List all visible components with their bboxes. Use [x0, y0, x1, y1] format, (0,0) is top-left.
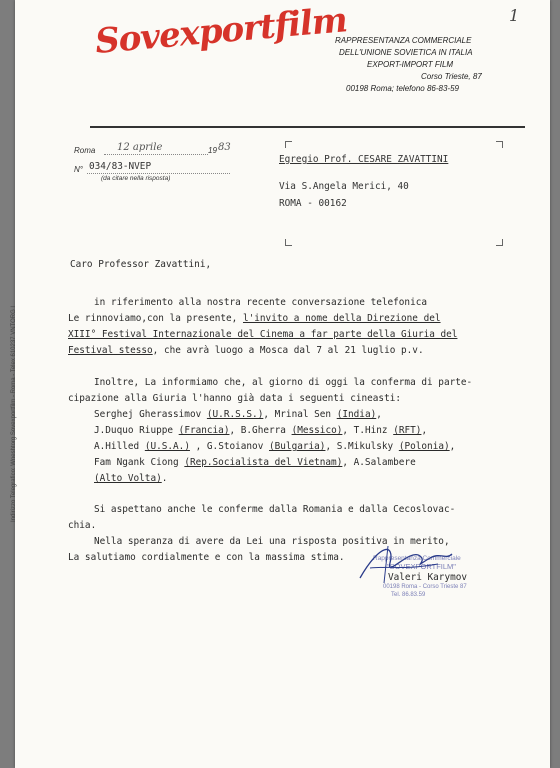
reference-number: 034/83-NVEP — [89, 161, 152, 172]
text-span: J.Duquo Riuppe — [94, 425, 179, 436]
company-line: EXPORT-IMPORT FILM — [367, 60, 454, 69]
text-span: , G.Stoianov — [189, 441, 269, 452]
text-span: A.Hilled — [94, 441, 145, 452]
company-address-block — [335, 35, 535, 95]
text-span: Serghej Gherassimov — [94, 409, 207, 420]
text-span: , — [421, 425, 428, 436]
underlined-text: (Rep.Socialista del Vietnam) — [184, 457, 343, 468]
telegraph-address-side-text: Indirizzo Telegrafico: Wneshtorg Sovexportfilm - Roma - Telex 610237 VNTORG I — [11, 305, 17, 522]
text-span: . — [161, 473, 168, 484]
reference-label: N° — [74, 165, 83, 174]
text-span: , S.Mikulsky — [325, 441, 399, 452]
company-line: 00198 Roma; telefono 86-83-59 — [346, 84, 459, 93]
underlined-text: (Messico) — [291, 425, 343, 436]
header-divider — [90, 126, 525, 128]
reference-note: (da citare nella risposta) — [101, 175, 171, 182]
salutation: Caro Professor Zavattini, — [70, 259, 212, 270]
text-span: Le rinnoviamo,con la presente, — [68, 313, 243, 324]
paragraph-1-line-4 — [68, 343, 424, 359]
underlined-text: (Francia) — [178, 425, 230, 436]
text-span: , B.Gherra — [229, 425, 292, 436]
jury-line-3 — [94, 439, 455, 455]
stamp-line: 00198 Roma - Corso Trieste 87 — [383, 584, 467, 590]
underlined-text: (RFT) — [393, 425, 422, 436]
company-line: DELL'UNIONE SOVIETICA IN ITALIA — [339, 48, 473, 57]
window-corner — [285, 141, 292, 148]
underlined-text: l'invito a nome della Direzione del — [242, 313, 441, 324]
window-corner — [285, 239, 292, 246]
paragraph-1-line-1: in riferimento alla nostra recente conversazione telefonica — [94, 297, 428, 308]
underlined-text: (U.R.S.S.) — [206, 409, 264, 420]
paragraph-2-line-2: cipazione alla Giuria l'hanno già data i seguenti cineasti: — [68, 393, 402, 404]
underlined-text: (Polonia) — [398, 441, 450, 452]
text-span: , — [376, 409, 382, 420]
text-span: , T.Hinz — [342, 425, 394, 436]
recipient-street: Via S.Angela Merici, 40 — [279, 181, 409, 192]
underlined-text: (Alto Volta) — [94, 473, 162, 484]
recipient-name: Egregio Prof. CESARE ZAVATTINI — [279, 154, 449, 165]
page-number: 1 — [509, 6, 520, 25]
paragraph-4-line-2: La salutiamo cordialmente e con la massima stima. — [68, 552, 345, 563]
window-corner — [496, 141, 503, 148]
company-logo: Sovexportfilm — [93, 0, 349, 63]
date-city-label: Roma — [74, 146, 96, 155]
company-line: Corso Trieste, 87 — [421, 72, 482, 81]
text-span: Fam Ngank Ciong — [94, 457, 185, 468]
jury-line-1 — [94, 407, 382, 423]
date-year-prefix: 19 — [208, 146, 217, 155]
paragraph-3-line-2: chia. — [68, 520, 97, 531]
window-corner — [496, 239, 503, 246]
company-line: RAPPRESENTANZA COMMERCIALE — [335, 36, 472, 45]
text-span: , A.Salambere — [342, 457, 416, 468]
underlined-text: (India) — [336, 409, 377, 420]
jury-line-2 — [94, 423, 427, 439]
text-span: , — [449, 441, 456, 452]
underlined-text: (Bulgaria) — [269, 441, 326, 452]
date-year-suffix: 83 — [218, 142, 231, 153]
letter-page — [11, 0, 550, 768]
text-span: , Mrinal Sen — [263, 409, 337, 420]
date-day-month: 12 aprile — [117, 142, 163, 153]
stamp-line: "SOVEXPORTFILM" — [387, 562, 456, 571]
underlined-text: (U.S.A.) — [144, 441, 190, 452]
jury-line-5 — [94, 471, 167, 487]
recipient-city: ROMA - 00162 — [279, 198, 347, 209]
text-span: , che avrà luogo a Mosca dal 7 al 21 luglio p.v. — [152, 345, 424, 356]
stamp-line: Tel. 86.83.59 — [391, 592, 426, 598]
signatory-name: Valeri Karymov — [388, 572, 468, 583]
paragraph-3-line-1: Si aspettano anche le conferme dalla Romania e dalla Cecoslovac- — [94, 504, 456, 515]
paragraph-4-line-1: Nella speranza di avere da Lei una risposta positiva in merito, — [94, 536, 450, 547]
recipient-line — [279, 154, 448, 165]
underlined-text: XIII° Festival Internazionale del Cinema a far parte della Giuria del — [68, 329, 458, 340]
reference-dotted-line — [87, 173, 230, 174]
date-dotted-line — [104, 154, 208, 155]
paragraph-1-line-3 — [68, 327, 457, 343]
paragraph-2-line-1: Inoltre, La informiamo che, al giorno di oggi la conferma di parte- — [94, 377, 473, 388]
paragraph-1-line-2 — [68, 311, 441, 327]
jury-line-4 — [94, 455, 416, 471]
stamp-line: Rappresentanza Commerciale — [373, 555, 461, 562]
underlined-text: Festival stesso — [68, 345, 153, 356]
